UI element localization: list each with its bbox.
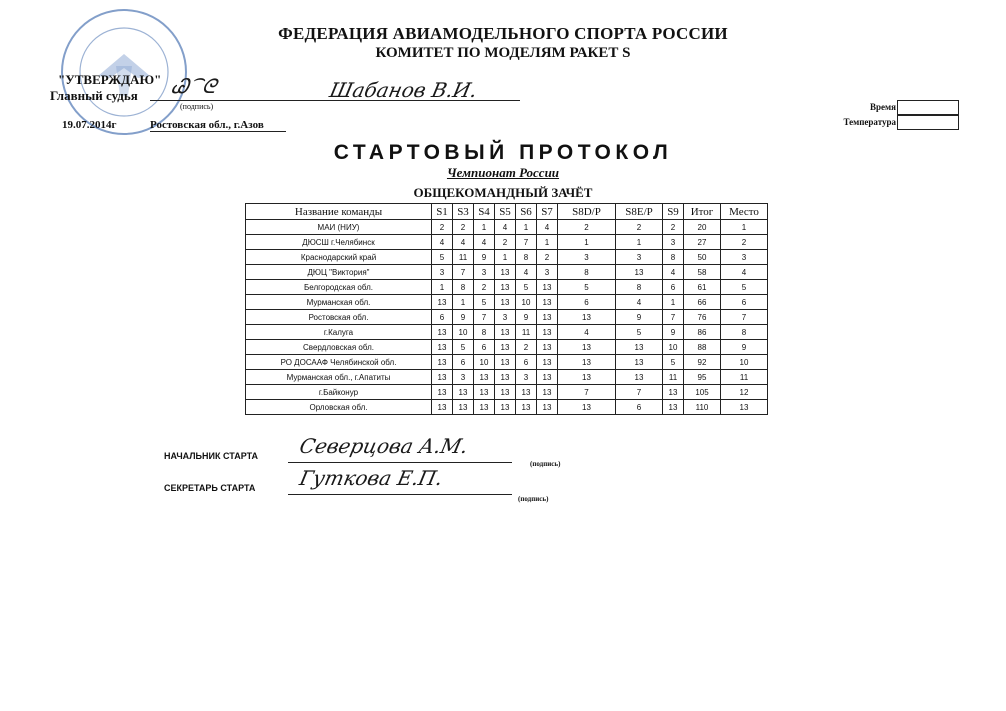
score-cell: 2: [537, 250, 558, 265]
score-cell: 61: [684, 280, 721, 295]
score-cell: 13: [432, 340, 453, 355]
score-cell: 5: [432, 250, 453, 265]
score-cell: 5: [474, 295, 495, 310]
score-cell: 13: [495, 340, 516, 355]
table-row: [246, 325, 768, 340]
column-header: S8D/P: [558, 204, 616, 220]
score-cell: 66: [684, 295, 721, 310]
score-cell: 88: [684, 340, 721, 355]
start-head-sign-caption: (подпись): [530, 460, 561, 468]
score-cell: 13: [432, 295, 453, 310]
team-name-cell: Краснодарский край: [246, 250, 432, 265]
score-cell: 7: [721, 310, 768, 325]
table-row: [246, 385, 768, 400]
score-cell: 3: [616, 250, 663, 265]
score-cell: 3: [453, 370, 474, 385]
score-cell: 4: [495, 220, 516, 235]
table-row: [246, 370, 768, 385]
score-cell: 1: [453, 295, 474, 310]
score-cell: 13: [616, 370, 663, 385]
secretary-sign-caption: (подпись): [518, 495, 549, 503]
score-cell: 13: [474, 385, 495, 400]
score-cell: 5: [558, 280, 616, 295]
score-cell: 2: [558, 220, 616, 235]
column-header: S4: [474, 204, 495, 220]
team-name-cell: Орловская обл.: [246, 400, 432, 415]
score-cell: 6: [663, 280, 684, 295]
results-table: [245, 203, 768, 415]
score-cell: 8: [663, 250, 684, 265]
score-cell: 13: [474, 370, 495, 385]
score-cell: 4: [663, 265, 684, 280]
score-cell: 10: [453, 325, 474, 340]
score-cell: 3: [558, 250, 616, 265]
score-cell: 1: [537, 235, 558, 250]
score-cell: 8: [453, 280, 474, 295]
score-cell: 2: [721, 235, 768, 250]
time-label: Время: [869, 102, 896, 112]
start-head-signature-line: [288, 462, 512, 463]
secretary-signature: Гуткова Е.П.: [297, 466, 446, 490]
column-header: S8E/P: [616, 204, 663, 220]
score-cell: 10: [516, 295, 537, 310]
score-cell: 13: [432, 325, 453, 340]
secretary-signature-line: [288, 494, 512, 495]
protocol-title: СТАРТОВЫЙ ПРОТОКОЛ: [333, 141, 673, 164]
score-cell: 92: [684, 355, 721, 370]
score-cell: 6: [616, 400, 663, 415]
score-cell: 13: [663, 385, 684, 400]
score-cell: 7: [474, 310, 495, 325]
score-cell: 13: [495, 370, 516, 385]
column-header: S6: [516, 204, 537, 220]
team-name-cell: г.Калуга: [246, 325, 432, 340]
team-name-cell: ДЮЦ "Виктория": [246, 265, 432, 280]
score-cell: 13: [474, 400, 495, 415]
score-cell: 13: [495, 355, 516, 370]
score-cell: 1: [516, 220, 537, 235]
score-cell: 13: [537, 325, 558, 340]
team-name-cell: Белгородская обл.: [246, 280, 432, 295]
column-header: S9: [663, 204, 684, 220]
table-row: [246, 265, 768, 280]
score-cell: 13: [432, 400, 453, 415]
score-cell: 11: [663, 370, 684, 385]
team-name-cell: РО ДОСААФ Челябинской обл.: [246, 355, 432, 370]
federation-title: ФЕДЕРАЦИЯ АВИАМОДЕЛЬНОГО СПОРТА РОССИИ: [278, 24, 728, 43]
score-cell: 13: [537, 310, 558, 325]
score-cell: 7: [616, 385, 663, 400]
score-cell: 13: [432, 355, 453, 370]
score-cell: 8: [721, 325, 768, 340]
column-header: S3: [453, 204, 474, 220]
score-cell: 1: [721, 220, 768, 235]
score-cell: 11: [516, 325, 537, 340]
score-cell: 13: [558, 370, 616, 385]
score-cell: 50: [684, 250, 721, 265]
score-cell: 13: [537, 400, 558, 415]
score-cell: 4: [616, 295, 663, 310]
approval-place: Ростовская обл., г.Азов: [150, 119, 286, 132]
score-cell: 3: [495, 310, 516, 325]
table-row: [246, 235, 768, 250]
score-cell: 3: [537, 265, 558, 280]
score-cell: 9: [721, 340, 768, 355]
score-cell: 13: [537, 280, 558, 295]
score-cell: 13: [537, 340, 558, 355]
score-cell: 13: [537, 370, 558, 385]
score-cell: 6: [432, 310, 453, 325]
score-cell: 1: [432, 280, 453, 295]
table-row: [246, 220, 768, 235]
score-cell: 9: [453, 310, 474, 325]
score-cell: 10: [663, 340, 684, 355]
score-cell: 1: [474, 220, 495, 235]
score-cell: 5: [616, 325, 663, 340]
table-row: [246, 355, 768, 370]
table-row: [246, 280, 768, 295]
score-cell: 3: [474, 265, 495, 280]
score-cell: 13: [616, 265, 663, 280]
table-row: [246, 340, 768, 355]
score-cell: 13: [432, 370, 453, 385]
score-cell: 13: [516, 385, 537, 400]
signature-caption: (подпись): [180, 102, 214, 111]
score-cell: 13: [495, 400, 516, 415]
score-cell: 2: [495, 235, 516, 250]
approval-date: 19.07.2014г: [62, 119, 117, 131]
score-cell: 27: [684, 235, 721, 250]
temperature-label: Температура: [843, 117, 896, 127]
results-body: [246, 220, 768, 415]
score-cell: 3: [516, 370, 537, 385]
time-field: [897, 100, 959, 115]
start-head-signature: Северцова А.М.: [297, 434, 471, 458]
score-cell: 2: [663, 220, 684, 235]
score-cell: 6: [516, 355, 537, 370]
score-cell: 9: [474, 250, 495, 265]
score-cell: 13: [721, 400, 768, 415]
score-cell: 13: [558, 355, 616, 370]
score-cell: 5: [663, 355, 684, 370]
approval-label: "УТВЕРЖДАЮ": [58, 72, 162, 87]
score-cell: 7: [453, 265, 474, 280]
score-cell: 1: [495, 250, 516, 265]
committee-title: КОМИТЕТ ПО МОДЕЛЯМ РАКЕТ S: [375, 45, 631, 61]
team-name-cell: Мурманская обл., г.Апатиты: [246, 370, 432, 385]
score-cell: 5: [721, 280, 768, 295]
score-cell: 13: [495, 295, 516, 310]
score-cell: 13: [537, 295, 558, 310]
score-cell: 6: [558, 295, 616, 310]
score-cell: 8: [616, 280, 663, 295]
score-cell: 2: [432, 220, 453, 235]
score-cell: 13: [537, 385, 558, 400]
score-cell: 13: [516, 400, 537, 415]
score-cell: 86: [684, 325, 721, 340]
table-row: [246, 250, 768, 265]
score-cell: 110: [684, 400, 721, 415]
start-head-label: НАЧАЛЬНИК СТАРТА: [164, 451, 259, 461]
score-cell: 6: [474, 340, 495, 355]
score-cell: 13: [495, 280, 516, 295]
score-cell: 13: [558, 340, 616, 355]
score-cell: 11: [721, 370, 768, 385]
score-cell: 13: [453, 385, 474, 400]
score-cell: 4: [474, 235, 495, 250]
column-header: Итог: [684, 204, 721, 220]
table-row: [246, 400, 768, 415]
team-name-cell: Мурманская обл.: [246, 295, 432, 310]
score-cell: 2: [516, 340, 537, 355]
score-cell: 5: [516, 280, 537, 295]
event-name: Чемпионат России: [446, 165, 560, 180]
score-cell: 3: [663, 235, 684, 250]
chief-judge-label: Главный судья: [50, 88, 138, 103]
score-cell: 10: [721, 355, 768, 370]
score-cell: 13: [616, 340, 663, 355]
score-cell: 76: [684, 310, 721, 325]
column-header: S5: [495, 204, 516, 220]
score-cell: 13: [495, 325, 516, 340]
chief-judge-signature-mark: Ꮚ⁀ᘓ: [169, 74, 219, 98]
score-cell: 6: [721, 295, 768, 310]
score-cell: 13: [432, 385, 453, 400]
team-name-cell: ДЮСШ г.Челябинск: [246, 235, 432, 250]
score-cell: 10: [474, 355, 495, 370]
team-name-cell: Ростовская обл.: [246, 310, 432, 325]
score-cell: 20: [684, 220, 721, 235]
score-cell: 13: [495, 385, 516, 400]
team-standings-title: ОБЩЕКОМАНДНЫЙ ЗАЧЁТ: [413, 185, 593, 200]
team-name-cell: МАИ (НИУ): [246, 220, 432, 235]
column-header: Название команды: [246, 204, 432, 220]
score-cell: 7: [663, 310, 684, 325]
score-cell: 4: [453, 235, 474, 250]
score-cell: 8: [558, 265, 616, 280]
score-cell: 13: [537, 355, 558, 370]
score-cell: 3: [432, 265, 453, 280]
score-cell: 2: [474, 280, 495, 295]
score-cell: 13: [663, 400, 684, 415]
score-cell: 4: [432, 235, 453, 250]
score-cell: 9: [516, 310, 537, 325]
score-cell: 2: [453, 220, 474, 235]
table-row: [246, 295, 768, 310]
score-cell: 4: [537, 220, 558, 235]
secretary-label: СЕКРЕТАРЬ СТАРТА: [164, 483, 256, 493]
score-cell: 95: [684, 370, 721, 385]
score-cell: 4: [721, 265, 768, 280]
team-name-cell: г.Байконур: [246, 385, 432, 400]
column-header: Место: [721, 204, 768, 220]
score-cell: 7: [558, 385, 616, 400]
score-cell: 12: [721, 385, 768, 400]
table-row: [246, 310, 768, 325]
score-cell: 3: [721, 250, 768, 265]
team-name-cell: Свердловская обл.: [246, 340, 432, 355]
score-cell: 9: [616, 310, 663, 325]
score-cell: 7: [516, 235, 537, 250]
score-cell: 105: [684, 385, 721, 400]
score-cell: 9: [663, 325, 684, 340]
score-cell: 1: [663, 295, 684, 310]
column-header: S1: [432, 204, 453, 220]
score-cell: 2: [616, 220, 663, 235]
column-header: S7: [537, 204, 558, 220]
score-cell: 13: [558, 310, 616, 325]
score-cell: 13: [453, 400, 474, 415]
score-cell: 1: [616, 235, 663, 250]
chief-judge-signature: Шабанов В.И.: [327, 78, 480, 102]
score-cell: 58: [684, 265, 721, 280]
score-cell: 4: [558, 325, 616, 340]
score-cell: 4: [516, 265, 537, 280]
score-cell: 5: [453, 340, 474, 355]
score-cell: 13: [495, 265, 516, 280]
score-cell: 8: [516, 250, 537, 265]
score-cell: 13: [616, 355, 663, 370]
score-cell: 11: [453, 250, 474, 265]
score-cell: 13: [558, 400, 616, 415]
score-cell: 1: [558, 235, 616, 250]
table-header-row: [246, 204, 768, 220]
score-cell: 6: [453, 355, 474, 370]
score-cell: 8: [474, 325, 495, 340]
temperature-field: [897, 115, 959, 130]
